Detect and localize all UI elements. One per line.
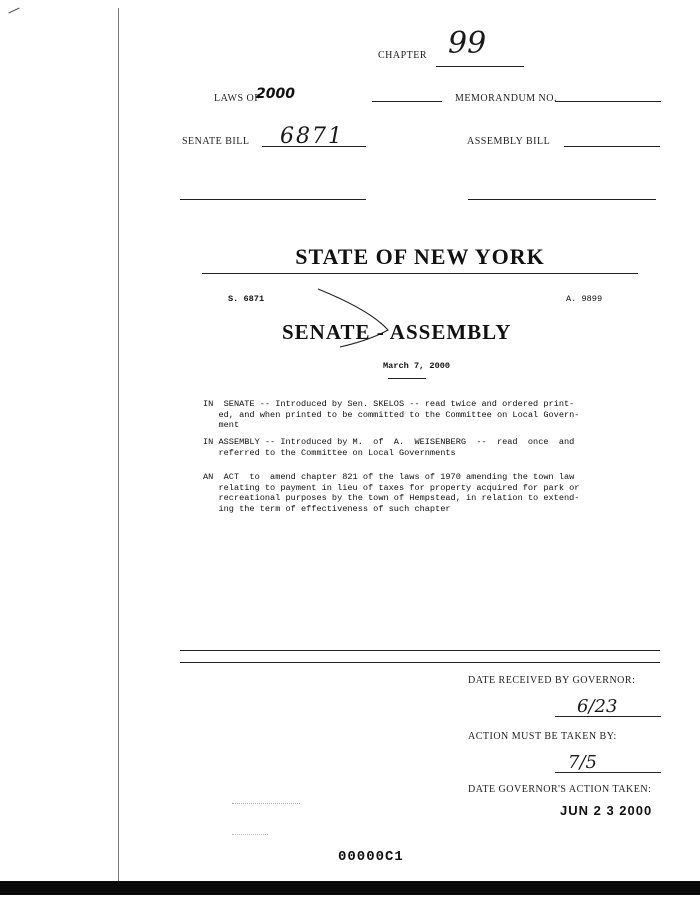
memorandum-underline [555, 101, 661, 102]
blank-line-left [180, 199, 366, 200]
senate-bill-no: S. 6871 [228, 294, 265, 304]
assembly-bill-underline [564, 146, 660, 147]
assembly-bill-no: A. 9899 [566, 294, 603, 304]
laws-year: 2000 [256, 86, 295, 102]
action-must-value: 7/5 [568, 752, 597, 773]
page-id: 00000C1 [338, 849, 404, 865]
senate-bill-underline [262, 146, 366, 147]
scan-edge-bar [0, 881, 700, 895]
faint-mark-2 [232, 834, 268, 835]
act-text: AN ACT to amend chapter 821 of the laws of 1970 amending the town law relating to payment in lieu of taxes for property acquired for park or recreational purposes by the town of Hempstead, in relation to extend- ing the term of effectiveness of such chapter [203, 472, 580, 514]
action-must-underline [555, 772, 661, 773]
chapter-underline [436, 66, 524, 67]
action-taken-label: DATE GOVERNOR'S ACTION TAKEN: [468, 784, 652, 795]
senate-intro-text: IN SENATE -- Introduced by Sen. SKELOS -- read twice and ordered print- ed, and when printed to be committed to the Committee on Local Govern- ment [203, 399, 580, 430]
chamber-title: SENATE - ASSEMBLY [282, 320, 512, 344]
chapter-number: 99 [448, 26, 487, 61]
state-title: STATE OF NEW YORK [295, 244, 545, 269]
faint-mark-1 [232, 803, 300, 804]
date-rule [388, 378, 426, 379]
action-taken-stamp: JUN 2 3 2000 [560, 803, 653, 818]
blank-line-right [468, 199, 656, 200]
footer-rule-1 [180, 650, 660, 651]
action-must-label: ACTION MUST BE TAKEN BY: [468, 731, 617, 742]
date-received-underline [555, 716, 661, 717]
title-rule [202, 273, 638, 274]
corner-mark [8, 8, 19, 14]
senate-bill-label: SENATE BILL [182, 136, 250, 147]
date-received-value: 6/23 [577, 696, 618, 717]
date-received-label: DATE RECEIVED BY GOVERNOR: [468, 675, 636, 686]
footer-rule-2 [180, 662, 660, 663]
laws-label: LAWS OF [214, 93, 261, 104]
left-margin-line [118, 8, 119, 888]
bill-date: March 7, 2000 [383, 361, 451, 371]
assembly-bill-label: ASSEMBLY BILL [467, 136, 551, 147]
laws-underline [372, 101, 442, 102]
memorandum-label: MEMORANDUM NO. [455, 93, 558, 104]
assembly-intro-text: IN ASSEMBLY -- Introduced by M. of A. WEISENBERG -- read once and referred to the Committee on Local Governments [203, 437, 575, 458]
chapter-label: CHAPTER [378, 50, 428, 61]
senate-bill-number: 6871 [280, 124, 344, 149]
